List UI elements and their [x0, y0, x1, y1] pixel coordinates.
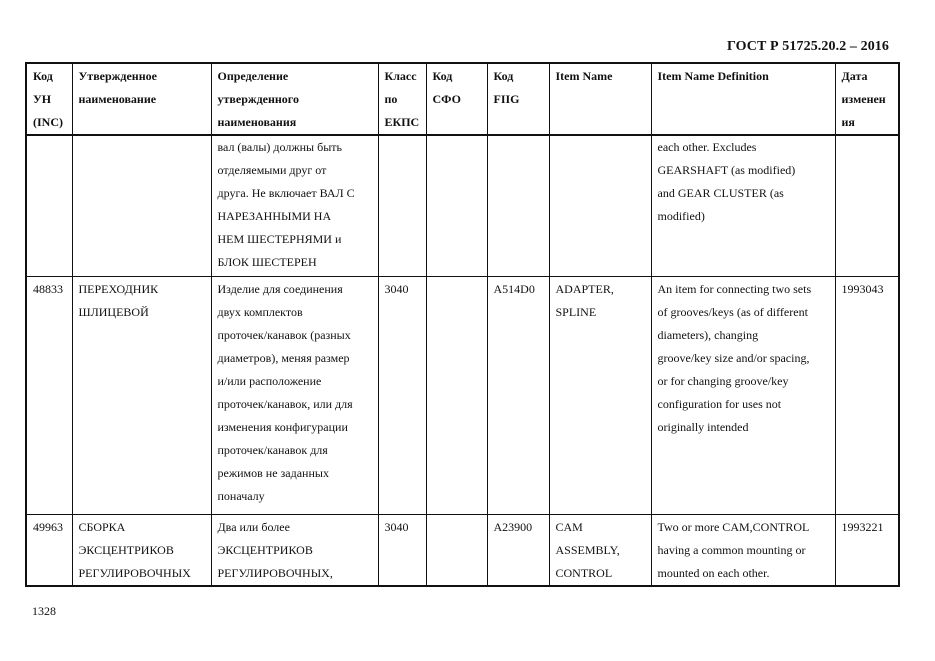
cell-text-line: having a common mounting or	[657, 543, 806, 557]
cell-text-line: отделяемыми друг от	[217, 163, 327, 177]
cell-inc-code	[26, 135, 72, 277]
cell-fiig-code	[487, 515, 549, 587]
column-header-sfo-code	[426, 63, 487, 135]
cell-text-line: вал (валы) должны быть	[217, 140, 343, 154]
column-header-inc-code	[26, 63, 72, 135]
cell-item-name-definition	[651, 515, 835, 587]
cell-change-date	[835, 515, 899, 587]
column-header-name-definition	[211, 63, 378, 135]
column-header-line: Определение	[217, 69, 289, 83]
cell-text-line: Два или более	[217, 520, 290, 534]
cell-text-line: ЭКСЦЕНТРИКОВ	[78, 543, 174, 557]
column-header-line: ЕКПС	[384, 115, 420, 129]
cell-text-line: diameters), changing	[657, 328, 759, 342]
table-row	[26, 277, 899, 515]
column-header-line: (INC)	[33, 115, 63, 129]
cell-item-name	[549, 135, 651, 277]
cell-text-line: поначалу	[217, 489, 265, 503]
cell-text-line: 49963	[33, 520, 63, 534]
column-header-line: наименования	[217, 115, 297, 129]
table-row	[26, 515, 899, 587]
cell-text-line: CAM	[555, 520, 583, 534]
column-header-line: Item Name	[555, 69, 613, 83]
cell-sfo-code	[426, 135, 487, 277]
cell-text-line: An item for connecting two sets	[657, 282, 812, 296]
column-header-line: Код	[432, 69, 453, 83]
cell-text-line: 3040	[384, 282, 409, 296]
cell-text-line: originally intended	[657, 420, 749, 434]
cell-text-line: диаметров), меняя размер	[217, 351, 350, 365]
column-header-line: Код	[33, 69, 53, 83]
cell-approved-name	[72, 515, 211, 587]
column-header-line: СФО	[432, 92, 461, 106]
cell-text-line: СБОРКА	[78, 520, 126, 534]
cell-text-line: РЕГУЛИРОВОЧНЫХ,	[217, 566, 333, 580]
cell-text-line: ЭКСЦЕНТРИКОВ	[217, 543, 313, 557]
column-header-line: Утвержденное	[78, 69, 157, 83]
cell-text-line: of grooves/keys (as of different	[657, 305, 808, 319]
cell-name-definition	[211, 135, 378, 277]
cell-text-line: 1993043	[841, 282, 884, 296]
cell-ekps-class	[378, 277, 426, 515]
cell-change-date	[835, 135, 899, 277]
cell-inc-code	[26, 277, 72, 515]
column-header-line: Класс	[384, 69, 417, 83]
column-header-line: изменен	[841, 92, 886, 106]
column-header-line: утвержденного	[217, 92, 299, 106]
cell-inc-code	[26, 515, 72, 587]
cell-text-line: друга. Не включает ВАЛ С	[217, 186, 355, 200]
cell-text-line: и/или расположение	[217, 374, 322, 388]
cell-text-line: A514D0	[493, 282, 535, 296]
cell-text-line: modified)	[657, 209, 705, 223]
table-body	[26, 135, 899, 586]
cell-text-line: groove/key size and/or spacing,	[657, 351, 810, 365]
cell-text-line: Изделие для соединения	[217, 282, 343, 296]
column-header-line: наименование	[78, 92, 157, 106]
column-header-line: FIIG	[493, 92, 520, 106]
cell-text-line: БЛОК ШЕСТЕРЕН	[217, 255, 317, 269]
cell-text-line: CONTROL	[555, 566, 613, 580]
table-header-row	[26, 63, 899, 135]
cell-text-line: проточек/канавок для	[217, 443, 328, 457]
cell-text-line: each other. Excludes	[657, 140, 757, 154]
cell-text-line: НЕМ ШЕСТЕРНЯМИ и	[217, 232, 342, 246]
cell-fiig-code	[487, 135, 549, 277]
cell-ekps-class	[378, 515, 426, 587]
cell-text-line: ADAPTER,	[555, 282, 614, 296]
cell-text-line: or for changing groove/key	[657, 374, 789, 388]
cell-text-line: mounted on each other.	[657, 566, 770, 580]
cell-text-line: A23900	[493, 520, 533, 534]
column-header-line: УН	[33, 92, 52, 106]
cell-approved-name	[72, 277, 211, 515]
cell-text-line: configuration for uses not	[657, 397, 782, 411]
cell-text-line: ШЛИЦЕВОЙ	[78, 305, 149, 319]
cell-text-line: двух комплектов	[217, 305, 303, 319]
cell-text-line: GEARSHAFT (as modified)	[657, 163, 796, 177]
cell-text-line: РЕГУЛИРОВОЧНЫХ	[78, 566, 191, 580]
cell-text-line: 48833	[33, 282, 63, 296]
cell-fiig-code	[487, 277, 549, 515]
column-header-ekps-class	[378, 63, 426, 135]
cell-sfo-code	[426, 277, 487, 515]
column-header-change-date	[835, 63, 899, 135]
column-header-approved-name	[72, 63, 211, 135]
column-header-fiig-code	[487, 63, 549, 135]
table-row	[26, 135, 899, 277]
cell-item-name-definition	[651, 277, 835, 515]
cell-ekps-class	[378, 135, 426, 277]
cell-item-name-definition	[651, 135, 835, 277]
cell-name-definition	[211, 277, 378, 515]
column-header-line: Item Name Definition	[657, 69, 769, 83]
cell-item-name	[549, 515, 651, 587]
cell-text-line: 3040	[384, 520, 409, 534]
cell-text-line: ПЕРЕХОДНИК	[78, 282, 159, 296]
cell-text-line: НАРЕЗАННЫМИ НА	[217, 209, 332, 223]
cell-text-line: 1993221	[841, 520, 884, 534]
page-number: 1328	[32, 604, 56, 618]
cell-text-line: проточек/канавок (разных	[217, 328, 351, 342]
cell-text-line: режимов не заданных	[217, 466, 329, 480]
column-header-line: Код	[493, 69, 514, 83]
cell-approved-name	[72, 135, 211, 277]
cell-text-line: изменения конфигурации	[217, 420, 348, 434]
cell-name-definition	[211, 515, 378, 587]
classification-table	[25, 62, 900, 587]
column-header-line: ия	[841, 115, 855, 129]
cell-text-line: SPLINE	[555, 305, 597, 319]
column-header-item-name	[549, 63, 651, 135]
cell-text-line: and GEAR CLUSTER (as	[657, 186, 784, 200]
column-header-line: по	[384, 92, 398, 106]
cell-text-line: Two or more CAM,CONTROL	[657, 520, 810, 534]
column-header-item-name-definition	[651, 63, 835, 135]
cell-change-date	[835, 277, 899, 515]
document-header: ГОСТ Р 51725.20.2 – 2016	[726, 39, 889, 54]
cell-item-name	[549, 277, 651, 515]
column-header-line: Дата	[841, 69, 868, 83]
cell-text-line: ASSEMBLY,	[555, 543, 620, 557]
cell-text-line: проточек/канавок, или для	[217, 397, 353, 411]
cell-sfo-code	[426, 515, 487, 587]
